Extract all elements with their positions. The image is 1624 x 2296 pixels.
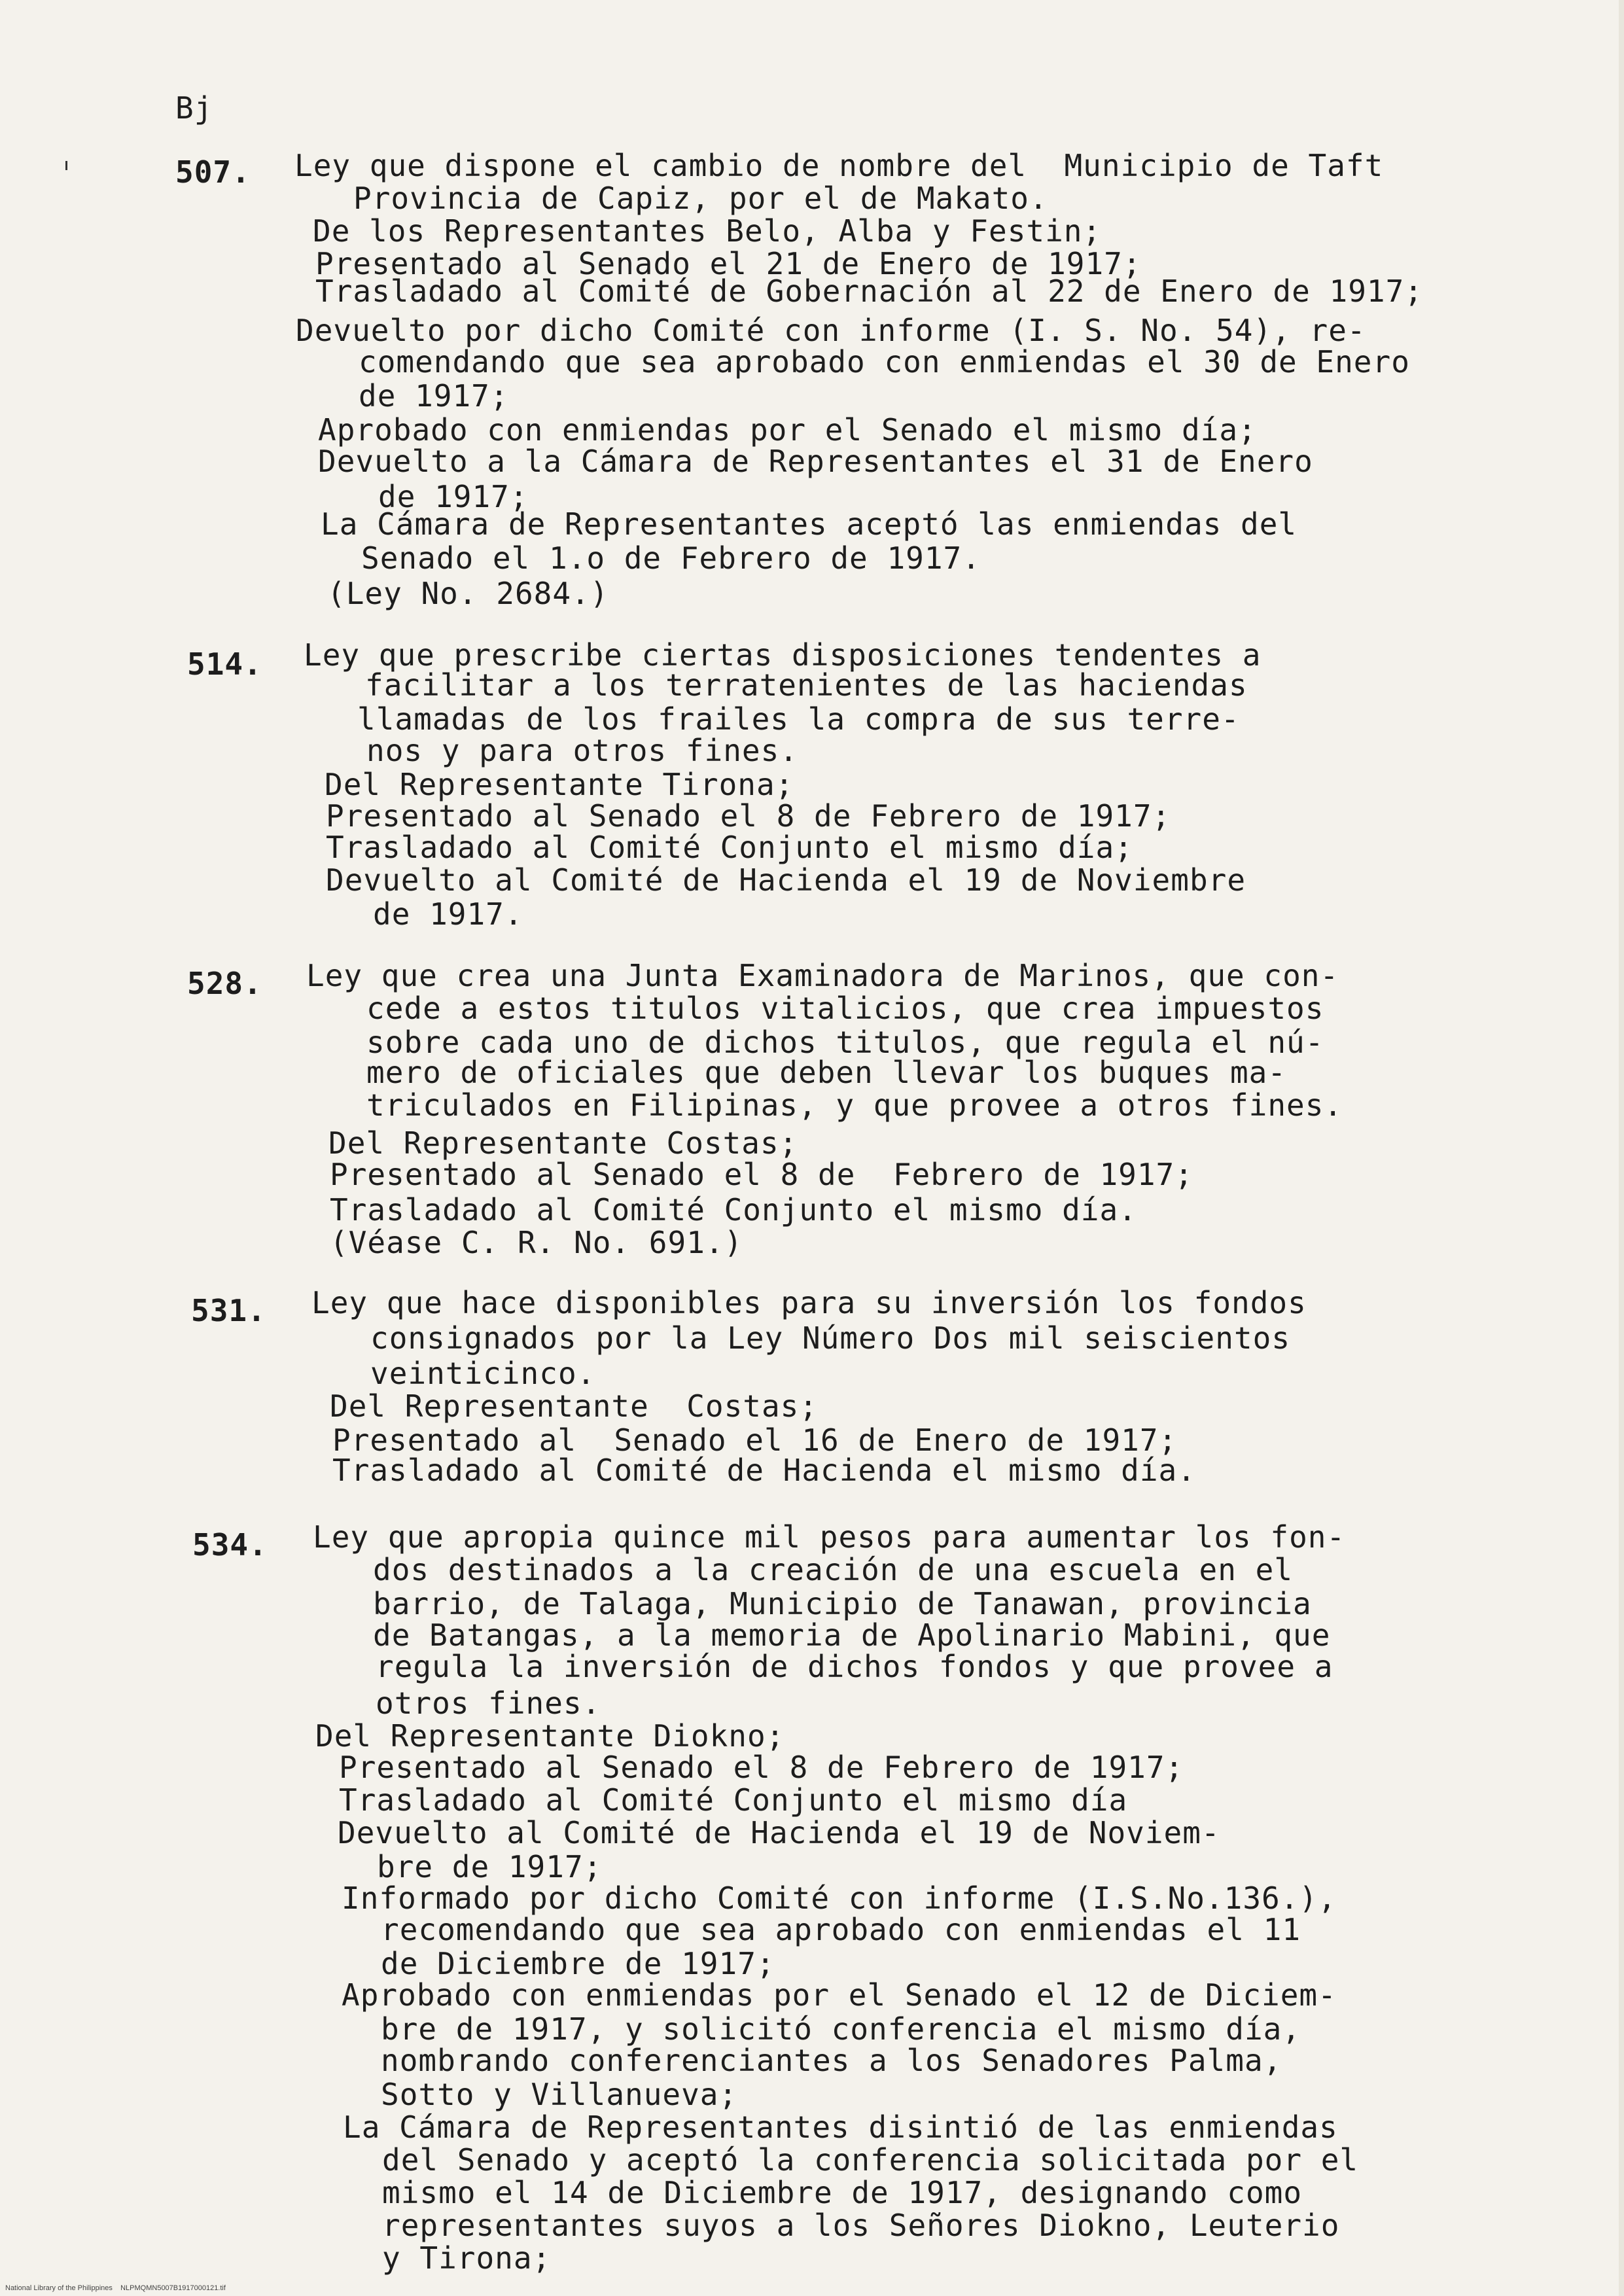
entry-line: de 1917; bbox=[359, 378, 509, 414]
entry-line: comendando que sea aprobado con enmiendas el 30 de Enero bbox=[359, 344, 1410, 380]
entry-line: Ley que dispone el cambio de nombre del Municipio de Taft bbox=[294, 148, 1384, 183]
entry-line: barrio, de Talaga, Municipio de Tanawan, provincia bbox=[373, 1586, 1312, 1621]
entry-line: triculados en Filipinas, y que provee a otros fines. bbox=[366, 1087, 1343, 1123]
entry-line: nombrando conferenciantes a los Senadores Palma, bbox=[381, 2043, 1282, 2078]
entry-line: (Véase C. R. No. 691.) bbox=[330, 1225, 743, 1260]
entry-line: Del Representante Diokno; bbox=[315, 1718, 785, 1754]
entry-line: Ley que apropia quince mil pesos para aumentar los fon- bbox=[313, 1519, 1346, 1555]
entry-line: bre de 1917, y solicitó conferencia el mismo día, bbox=[381, 2011, 1301, 2047]
entry-line: de 1917. bbox=[373, 896, 523, 932]
entry-line: (Ley No. 2684.) bbox=[327, 576, 609, 611]
entry-line: Trasladado al Comité Conjunto el mismo día. bbox=[330, 1192, 1137, 1227]
entry-line: del Senado y aceptó la conferencia solicitada por el bbox=[382, 2142, 1359, 2178]
entry-line: mismo el 14 de Diciembre de 1917, designando como bbox=[382, 2175, 1303, 2210]
entry-line: sobre cada uno de dichos titulos, que regula el nú- bbox=[366, 1025, 1324, 1060]
entry-line: nos y para otros fines. bbox=[366, 733, 798, 768]
entry-line: recomendando que sea aprobado con enmiendas el 11 bbox=[381, 1912, 1301, 1947]
entry-line: La Cámara de Representantes aceptó las enmiendas del bbox=[321, 506, 1297, 542]
entry-line: Devuelto a la Cámara de Representantes el 31 de Enero bbox=[318, 444, 1313, 479]
entry-line: Trasladado al Comité Conjunto el mismo día bbox=[339, 1782, 1128, 1818]
entry-line: regula la inversión de dichos fondos y que provee a bbox=[376, 1649, 1333, 1684]
entry-line: veinticinco. bbox=[370, 1356, 596, 1391]
scan-footer: National Library of the Philippines NLPMQMN5007B1917000121.tif bbox=[5, 2284, 226, 2292]
margin-mark bbox=[65, 161, 67, 170]
entry-line: llamadas de los frailes la compra de sus terre- bbox=[357, 701, 1240, 737]
entry-line: Informado por dicho Comité con informe (I.S.No.136.), bbox=[342, 1881, 1337, 1916]
entry-line: Presentado al Senado el 8 de Febrero de 1917; bbox=[339, 1750, 1184, 1785]
entry-line: representantes suyos a los Señores Diokno, Leuterio bbox=[382, 2208, 1340, 2243]
entry-line: Devuelto por dicho Comité con informe (I. S. No. 54), re- bbox=[296, 313, 1366, 348]
entry-line: Devuelto al Comité de Hacienda el 19 de Noviembre bbox=[326, 862, 1246, 898]
entry-line: Del Representante Costas; bbox=[330, 1388, 819, 1424]
entry-line: de Batangas, a la memoria de Apolinario Mabini, que bbox=[373, 1617, 1331, 1653]
entry-line: Sotto y Villanueva; bbox=[381, 2077, 738, 2112]
entry-line: De los Representantes Belo, Alba y Festin; bbox=[313, 213, 1102, 249]
entry-line: mero de oficiales que deben llevar los buques ma- bbox=[366, 1055, 1287, 1090]
entry-line: Ley que prescribe ciertas disposiciones tendentes a bbox=[304, 637, 1262, 673]
entry-line: Presentado al Senado el 16 de Enero de 1917; bbox=[332, 1422, 1178, 1458]
page-edge bbox=[1619, 0, 1624, 2296]
entry-line: cede a estos titulos vitalicios, que crea impuestos bbox=[366, 991, 1324, 1026]
entry-line: Senado el 1.o de Febrero de 1917. bbox=[361, 540, 981, 576]
entry-line: Del Representante Tirona; bbox=[325, 767, 794, 802]
entry-line: otros fines. bbox=[376, 1686, 601, 1721]
entry-line: Aprobado con enmiendas por el Senado el 12 de Diciem- bbox=[342, 1977, 1337, 2013]
entry-number: 507. bbox=[175, 154, 251, 190]
page-marker: Bj bbox=[175, 90, 213, 126]
entry-line: Trasladado al Comité de Hacienda el mismo día. bbox=[332, 1453, 1196, 1488]
entry-line: Del Representante Costas; bbox=[328, 1125, 798, 1161]
entry-line: de Diciembre de 1917; bbox=[381, 1946, 775, 1981]
entry-line: facilitar a los terratenientes de las haciendas bbox=[365, 667, 1248, 703]
entry-line: Devuelto al Comité de Hacienda el 19 de Noviem- bbox=[338, 1815, 1220, 1850]
entry-line: Ley que crea una Junta Examinadora de Marinos, que con- bbox=[306, 958, 1339, 993]
entry-line: bre de 1917; bbox=[377, 1849, 603, 1884]
entry-line: Presentado al Senado el 8 de Febrero de 1917; bbox=[326, 798, 1171, 834]
entry-line: y Tirona; bbox=[382, 2240, 552, 2276]
entry-line: de 1917; bbox=[378, 479, 529, 514]
entry-line: Presentado al Senado el 21 de Enero de 1917; bbox=[315, 246, 1142, 281]
entry-number: 514. bbox=[187, 646, 262, 682]
entry-line: consignados por la Ley Número Dos mil seiscientos bbox=[370, 1320, 1291, 1356]
entry-line: Presentado al Senado el 8 de Febrero de 1917; bbox=[330, 1157, 1193, 1192]
entry-number: 531. bbox=[191, 1293, 266, 1328]
entry-line: Ley que hace disponibles para su inversión los fondos bbox=[311, 1285, 1307, 1320]
entry-number: 534. bbox=[192, 1527, 268, 1563]
entry-line: Aprobado con enmiendas por el Senado el mismo día; bbox=[318, 412, 1257, 448]
entry-number: 528. bbox=[187, 966, 262, 1001]
entry-line: Trasladado al Comité Conjunto el mismo día; bbox=[326, 830, 1133, 865]
entry-line: Trasladado al Comité de Gobernación al 22 de Enero de 1917; bbox=[315, 274, 1423, 309]
entry-line: dos destinados a la creación de una escuela en el bbox=[373, 1552, 1294, 1587]
entry-line: La Cámara de Representantes disintió de las enmiendas bbox=[343, 2110, 1338, 2145]
entry-line: Provincia de Capiz, por el de Makato. bbox=[353, 181, 1048, 216]
